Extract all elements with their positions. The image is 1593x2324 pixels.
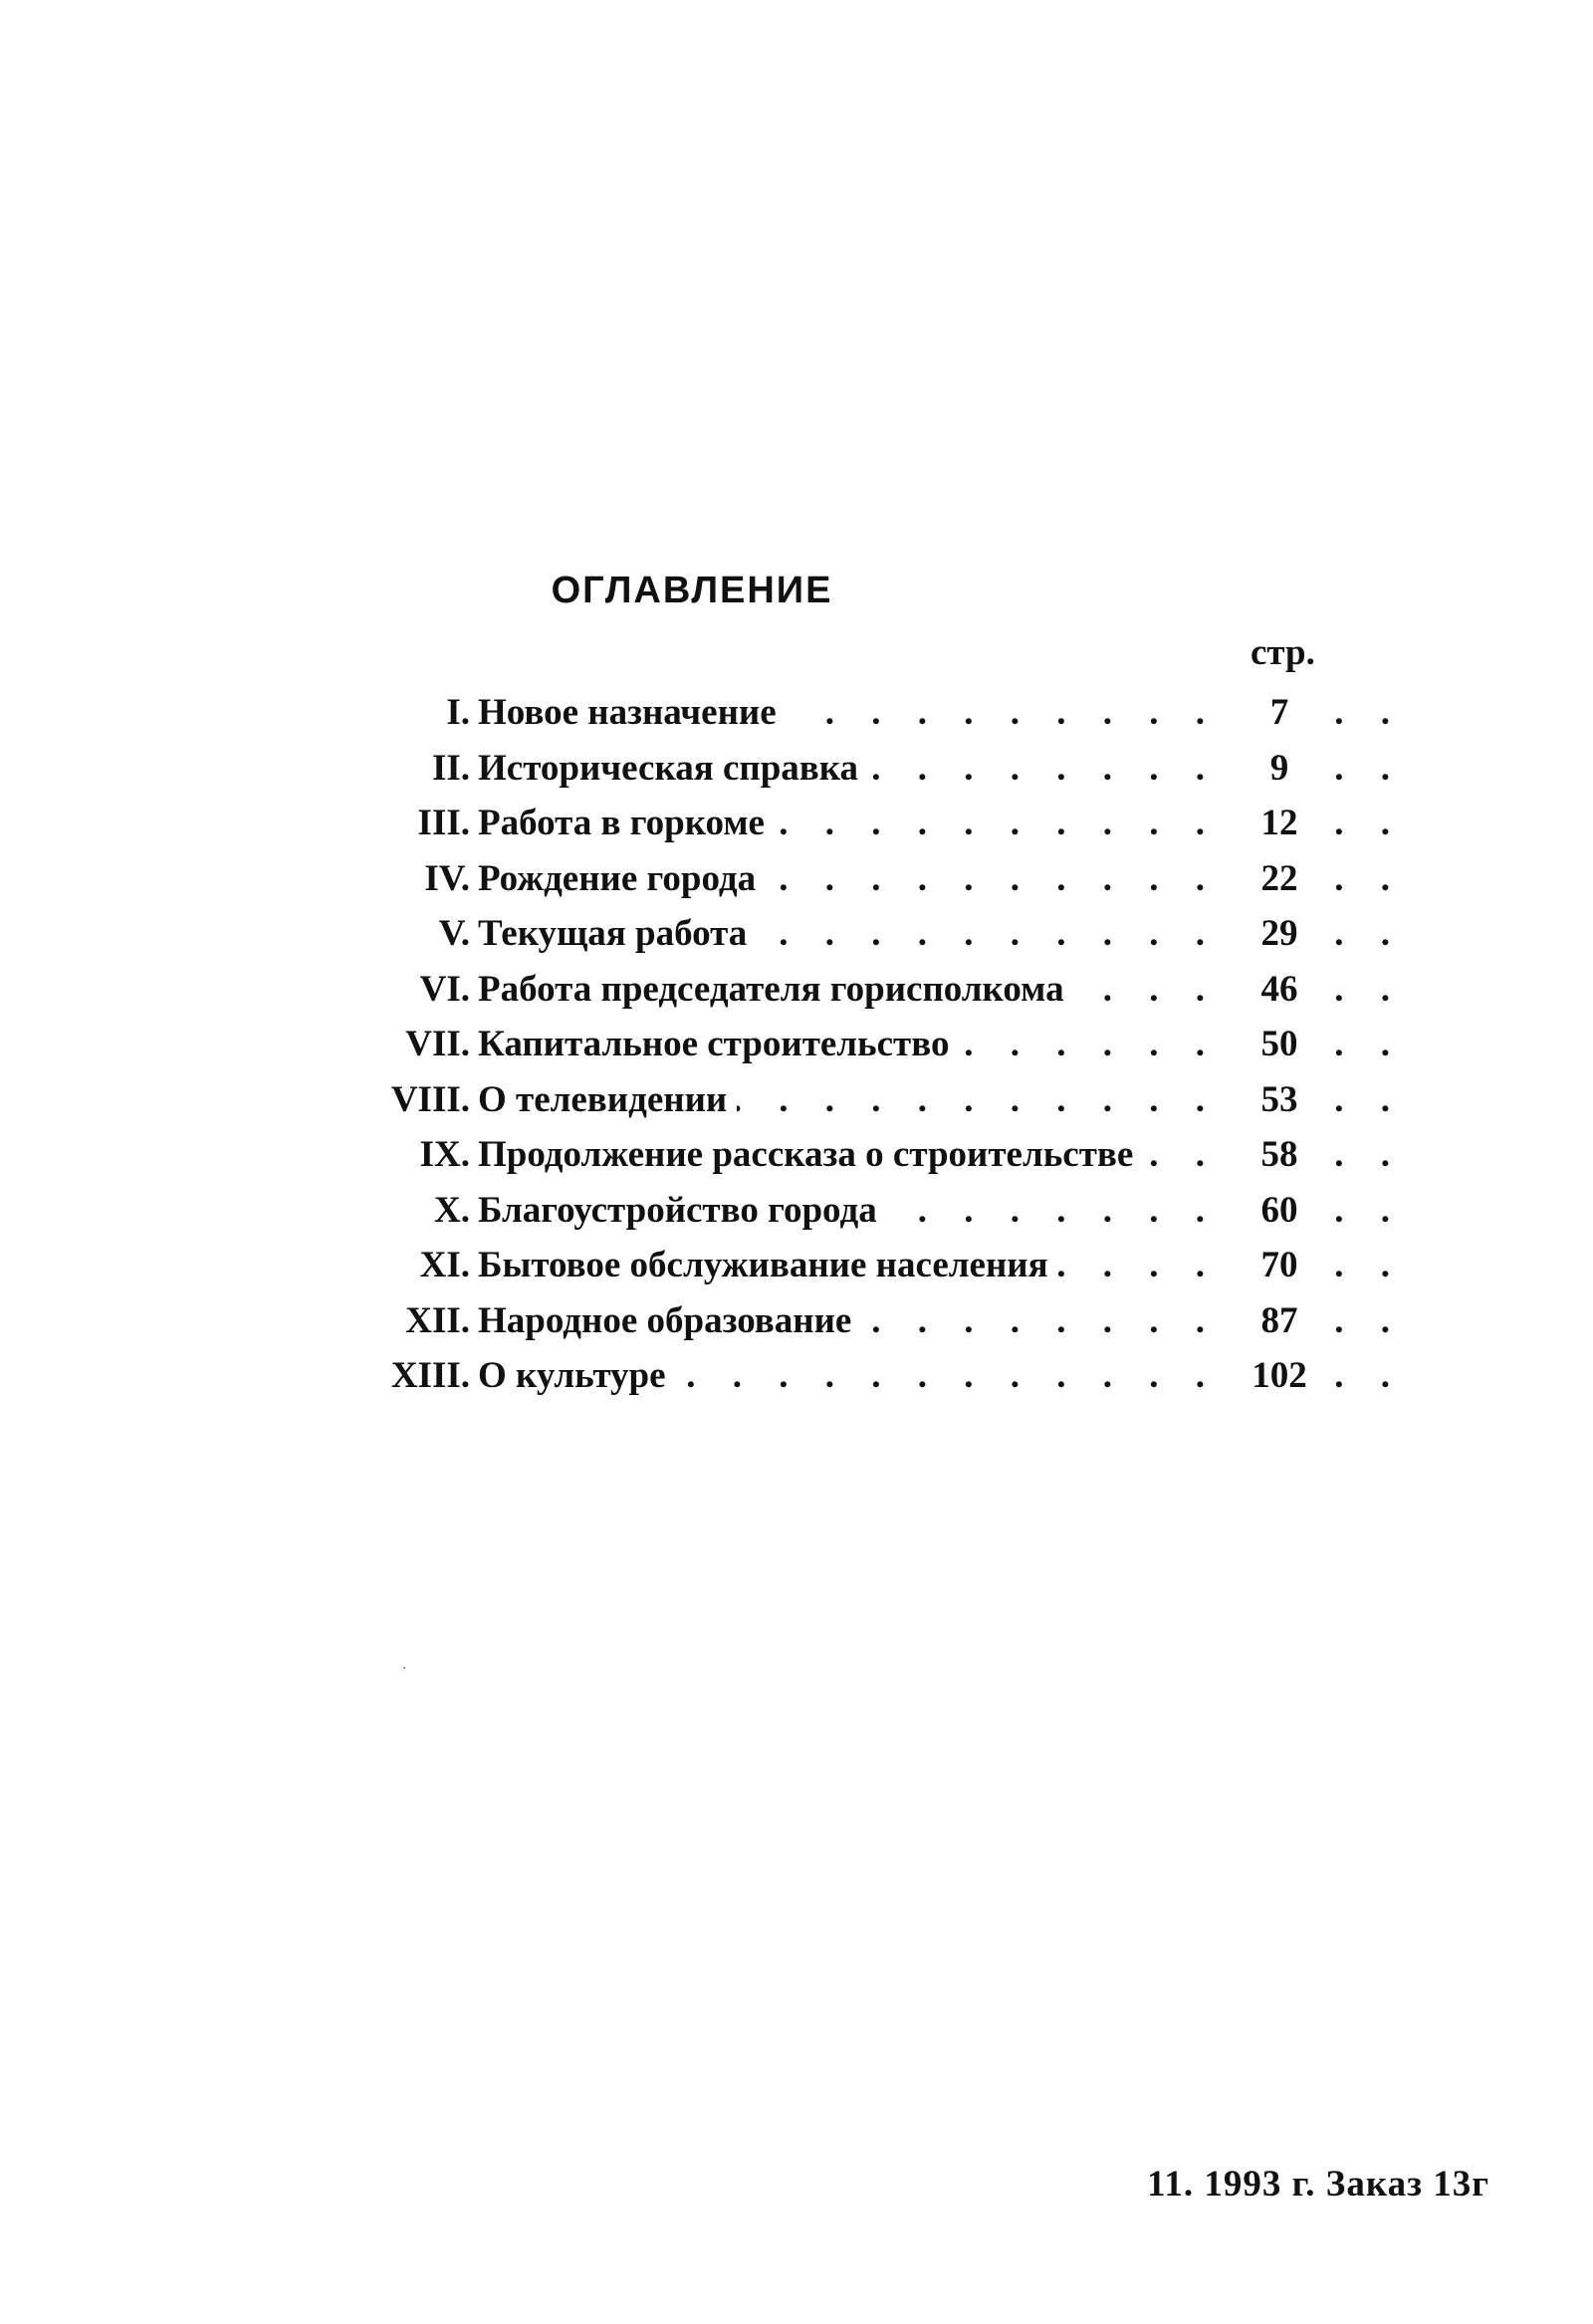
toc-entry (179, 1183, 1324, 1239)
toc-entry-number: I. (446, 692, 470, 733)
toc-entry-title: Историческая справка (478, 748, 868, 789)
toc-entry-page: 70 (1235, 1238, 1324, 1293)
toc-entry-title: Бытовое обслуживание населения (478, 1245, 1058, 1285)
toc-entry-number: VI. (419, 968, 470, 1010)
toc-entry-page: 53 (1235, 1072, 1324, 1128)
scan-speck (403, 1667, 405, 1669)
toc-title: ОГЛАВЛЕНИЕ (551, 570, 833, 611)
print-imprint: 11. 1993 г. Заказ 13г (1146, 2164, 1489, 2205)
toc-entry-title: Работа в горкоме (478, 803, 775, 843)
toc-entry-title: Благоустройство города (478, 1190, 887, 1231)
toc-entry-number: IX. (419, 1134, 470, 1175)
toc-entry-page: 87 (1235, 1293, 1324, 1349)
toc-entry (179, 1017, 1324, 1072)
toc-entry-title: Капитальное строительство (478, 1024, 959, 1064)
toc-entry (179, 741, 1324, 797)
toc-entry-number: VII. (405, 1024, 470, 1064)
toc-entry (179, 851, 1324, 907)
toc-entry-page: 46 (1235, 962, 1324, 1018)
toc-entry (179, 685, 1324, 741)
page-column-header: стр. (1251, 632, 1315, 673)
toc-entry-number: V. (438, 913, 470, 954)
toc-entry-number: X. (434, 1189, 470, 1231)
toc-entry (179, 1293, 1324, 1349)
toc-entry-number: III. (417, 803, 470, 843)
toc-entry (179, 1127, 1324, 1183)
toc-entry-number: XIII. (390, 1355, 470, 1396)
toc-entry-number: XI. (419, 1245, 470, 1285)
toc-entry-page: 29 (1235, 906, 1324, 962)
toc-entry-page: 9 (1235, 741, 1324, 797)
toc-entry (179, 1072, 1324, 1128)
toc-entry-page: 102 (1235, 1348, 1324, 1404)
toc-entry-page: 22 (1235, 851, 1324, 907)
toc-entry-number: XII. (405, 1299, 470, 1341)
toc-entry-title: Народное образование (478, 1300, 861, 1341)
toc-entry-title: О культуре (478, 1355, 676, 1396)
toc-entry-title: Текущая работа (478, 913, 757, 954)
toc-list (179, 685, 1324, 1404)
toc-entry (179, 1348, 1324, 1404)
toc-entry (179, 962, 1324, 1018)
toc-entry (179, 906, 1324, 962)
toc-entry-title: Работа председателя горисполкома (478, 969, 1074, 1010)
toc-entry-title: Продолжение рассказа о строительстве (478, 1134, 1143, 1175)
toc-entry-title: О телевидении (478, 1079, 737, 1120)
toc-entry-number: IV. (424, 857, 470, 899)
toc-entry-page: 60 (1235, 1183, 1324, 1239)
toc-entry-number: VIII. (390, 1078, 470, 1120)
toc-entry (179, 1238, 1324, 1293)
toc-entry-page: 58 (1235, 1127, 1324, 1183)
toc-entry-page: 50 (1235, 1017, 1324, 1072)
toc-entry (179, 796, 1324, 851)
toc-entry-page: 7 (1235, 685, 1324, 741)
toc-entry-title: Новое назначение (478, 692, 787, 733)
toc-entry-title: Рождение города (478, 858, 766, 899)
toc-entry-number: II. (431, 747, 470, 789)
toc-entry-page: 12 (1235, 796, 1324, 851)
